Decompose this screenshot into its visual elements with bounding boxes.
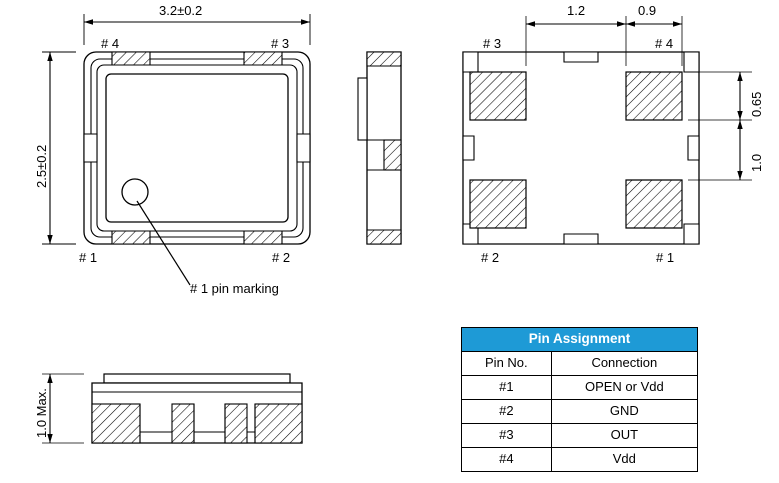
dim-label-0-65: 0.65 — [749, 91, 764, 117]
pin-no-2: #2 — [462, 400, 552, 424]
pin-assignment-table — [461, 327, 698, 472]
top-pin-label-2: # 2 — [272, 250, 291, 265]
top-pin-label-4: # 4 — [101, 36, 120, 51]
pin-table-col-pin-no: Pin No. — [462, 352, 552, 376]
dim-label-1-0: 1.0 — [749, 153, 764, 172]
top-pin-label-1: # 1 — [79, 250, 98, 265]
pin-no-1: #1 — [462, 376, 552, 400]
table-row — [462, 424, 698, 448]
bottom-pin-label-2: # 2 — [481, 250, 500, 265]
pin1-marking-note: # 1 pin marking — [190, 281, 279, 296]
dim-label-height-top: 2.5±0.2 — [34, 144, 49, 188]
pad-4 — [626, 72, 682, 120]
dim-label-0-9: 0.9 — [638, 3, 657, 18]
pad-3 — [470, 72, 526, 120]
table-row — [462, 376, 698, 400]
dim-label-1-2: 1.2 — [567, 3, 586, 18]
pin-table-title: Pin Assignment — [462, 328, 698, 352]
table-row — [462, 400, 698, 424]
pin1-marking-dot — [122, 179, 148, 205]
pin-table-col-connection: Connection — [551, 352, 697, 376]
connection-1: OPEN or Vdd — [551, 376, 697, 400]
bottom-pin-label-3: # 3 — [483, 36, 502, 51]
pin-no-4: #4 — [462, 448, 552, 472]
connection-4: Vdd — [551, 448, 697, 472]
dim-label-width-top: 3.2±0.2 — [159, 3, 203, 18]
pad-1-chamfered — [626, 180, 682, 228]
side-elevation-view — [92, 374, 302, 443]
connection-2: GND — [551, 400, 697, 424]
connection-3: OUT — [551, 424, 697, 448]
side-view-small — [358, 52, 401, 244]
pad-2 — [470, 180, 526, 228]
top-view-body — [84, 52, 310, 244]
top-pin-label-3: # 3 — [271, 36, 290, 51]
dim-label-height-side: 1.0 Max. — [34, 388, 49, 438]
pin-no-3: #3 — [462, 424, 552, 448]
bottom-pin-label-4: # 4 — [655, 36, 674, 51]
bottom-pin-label-1: # 1 — [656, 250, 675, 265]
table-row — [462, 448, 698, 472]
